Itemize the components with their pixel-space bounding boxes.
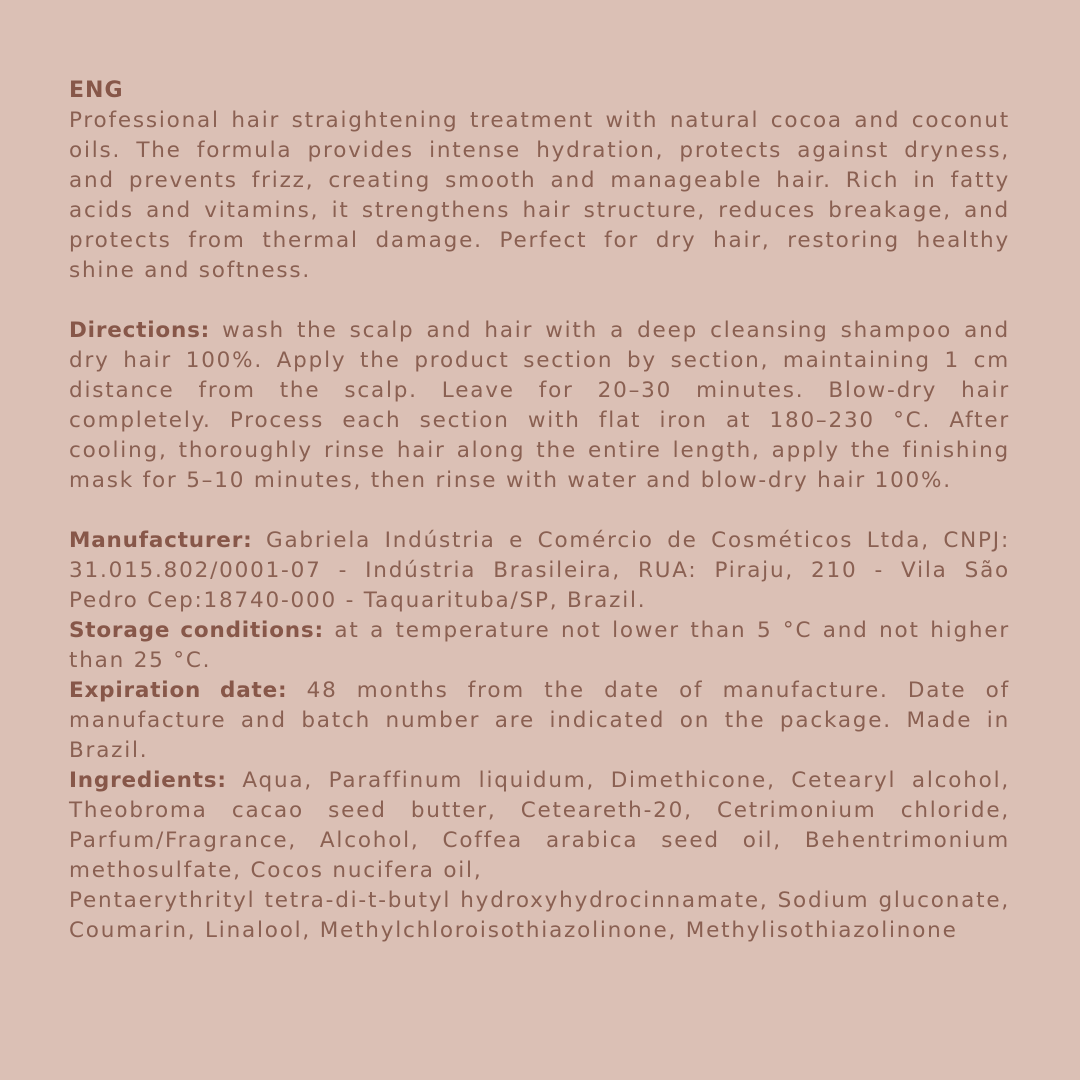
spacer	[69, 496, 1010, 526]
intro-paragraph: Professional hair straightening treatment with natural cocoa and coconut oils. The formula provides intense hydration, protects against dryness, and prevents frizz, creating smooth and manageable hair. Rich in fatty acids and vitamins, it strengthens hair structure, reduces breakage, and protects from thermal damage. Perfect for dry hair, restoring healthy shine and softness.	[69, 108, 1010, 283]
directions-text: wash the scalp and hair with a deep cleansing shampoo and dry hair 100%. Apply the product section by section, maintaining 1 cm distance from the scalp. Leave for 20–30 minutes. Blow-dry hair completely. Process each section with flat iron at 180–230 °C. After cooling, thoroughly rinse hair along the entire length, apply the finishing mask for 5–10 minutes, then rinse with water and blow-dry hair 100%.	[69, 318, 1010, 493]
expiration-text: 48 months from the date of manufacture. Date of manufacture and batch number are indicated on the package. Made in Brazil.	[69, 678, 1010, 763]
storage-paragraph	[69, 616, 1010, 676]
ingredients-paragraph	[69, 766, 1010, 886]
expiration-label: Expiration date:	[69, 678, 288, 703]
manufacturer-text: Gabriela Indústria e Comércio de Cosméticos Ltda, CNPJ: 31.015.802/0001-07 - Indústria Brasileira, RUA: Piraju, 210 - Vila São Pedro Cep:18740-000 - Taquarituba/SP, Brazil.	[69, 528, 1010, 613]
manufacturer-paragraph	[69, 526, 1010, 616]
expiration-paragraph	[69, 676, 1010, 766]
ingredients-text: Aqua, Paraffinum liquidum, Dimethicone, Cetearyl alcohol, Theobroma cacao seed butter, Ceteareth-20, Cetrimonium chloride, Parfum/Fragrance, Alcohol, Coffea arabica seed oil, Behentrimonium methosulfate, Cocos nucifera oil,	[69, 768, 1010, 883]
ingredients-label: Ingredients:	[69, 768, 227, 793]
storage-label: Storage conditions:	[69, 618, 324, 643]
spacer	[69, 286, 1010, 316]
ingredients-continuation: Pentaerythrityl tetra-di-t-butyl hydroxyhydrocinnamate, Sodium gluconate, Coumarin, Linalool, Methylchloroisothiazolinone, Methylisothiazolinone	[69, 888, 1010, 943]
language-heading: ENG	[69, 78, 124, 103]
directions-paragraph	[69, 316, 1010, 496]
directions-label: Directions:	[69, 318, 211, 343]
label-text-block	[69, 76, 1010, 946]
manufacturer-label: Manufacturer:	[69, 528, 253, 553]
storage-text: at a temperature not lower than 5 °C and not higher than 25 °C.	[69, 618, 1010, 673]
